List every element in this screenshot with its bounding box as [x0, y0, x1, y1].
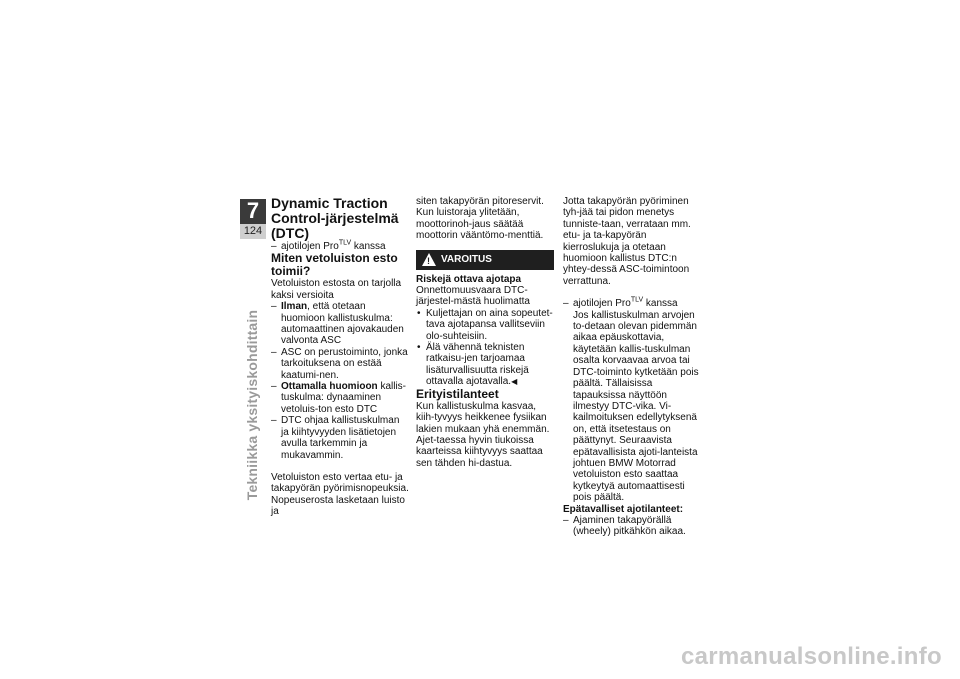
list-item: – Ottamalla huomioon kallis-tuskulma: dynaaminen vetoluis-ton esto DTC [271, 381, 409, 415]
watermark: carmanualsonline.info [680, 643, 942, 670]
list-item: – Ilman, että otetaan huomioon kallistuskulma: automaattinen ajovakauden valvonta ASC [271, 301, 409, 347]
warning-triangle-icon: ! [422, 253, 436, 266]
unusual-situations-heading: Epätavalliset ajotilanteet: [563, 503, 684, 515]
intro-text: Vetoluiston estosta on tarjolla kaksi versioita [271, 278, 402, 301]
body-paragraph: Jos kallistuskulman arvojen to-detaan olevan pidemmän aikaa epäuskottavia, käytetään kallis-tuskulman osalta korvaavaa arvoa tai DTC-toiminto kytketään pois päältä. Tällaisissa tapauksissa näyttöön ilmestyy DTC-vika. Vi-kailmoituksen edellytyksenä on, että itsetestaus on päättynyt. Seuraavista epätavallisista ajoti-lanteista johtuen BMW Motorrad vetoluiston esto saattaa kytkeytyä automaattisesti pois päältä. [573, 309, 699, 504]
body-paragraph: Kun kallistuskulma kasvaa, kiih-tyvyys heikkenee fysiikan lakien mukaan yhä enemmän. Ajet-taessa hyvin tiukoissa kaarteissa kiihtyvyys saattaa sen tähden hi-dastua. [416, 400, 550, 469]
chapter-number: 7 [246, 198, 260, 223]
subsection-heading: Erityistilanteet [416, 386, 499, 401]
section-title: Dynamic Traction Control-järjestelmä (DTC) [271, 195, 399, 241]
subsection-heading: Miten vetoluiston esto toimii? [271, 251, 398, 279]
page-number: 124 [240, 224, 266, 239]
mode-note: – ajotilojen Pro$^{TLV}$ kanssa [271, 241, 409, 252]
bullet-item: • Älä vähennä teknisten ratkaisu-jen tarjoamaa lisäturvallisuutta riskejä ottavalla ajotavalla.◀ [416, 342, 554, 388]
risk-text: Onnettomuusvaara DTC-järjestel-mästä huolimatta [416, 285, 530, 308]
column-2 [416, 196, 554, 469]
chapter-tab [240, 199, 266, 239]
list-item: – Ajaminen takapyörällä (wheely) pitkähkön aikaa. [563, 515, 701, 538]
column-1 [271, 196, 409, 518]
end-mark-icon: ◀ [511, 377, 518, 387]
body-paragraph: Vetoluiston esto vertaa etu- ja takapyörän pyörimisnopeuksia. Nopeuserosta lasketaan luisto ja [271, 471, 409, 518]
risk-heading: Riskejä ottava ajotapa [416, 273, 522, 285]
list-item: – DTC ohjaa kallistuskulman ja kiihtyvyyden lisätietojen avulla tarkemmin ja mukavammin. [271, 415, 409, 461]
column-3 [563, 196, 701, 538]
body-paragraph: siten takapyörän pitoreservit. Kun luistoraja ylitetään, moottorinoh-jaus säätää moottorin vääntömo-menttiä. [416, 196, 544, 242]
body-paragraph: Jotta takapyörän pyöriminen tyh-jää tai pidon menetys tunniste-taan, verrataan mm. etu- ja ta-kapyörän kierroslukuja ja otetaan huomioon kallistus DTC:n yhtey-dessä ASC-toimintoon verrattuna. [563, 196, 691, 287]
warning-banner [416, 250, 554, 270]
bullet-item: • Kuljettajan on aina sopeutet-tava ajotapansa vallitseviin olo-suhteisiin. [416, 308, 554, 342]
side-title: Tekniikka yksityiskohdittain [244, 309, 260, 501]
list-item: – ASC on perustoiminto, jonka tarkoituksena on estää kaatumi-nen. [271, 347, 409, 381]
warning-label: VAROITUS [441, 253, 492, 265]
mode-note: – ajotilojen Pro$^{TLV}$ kanssa [563, 298, 701, 309]
